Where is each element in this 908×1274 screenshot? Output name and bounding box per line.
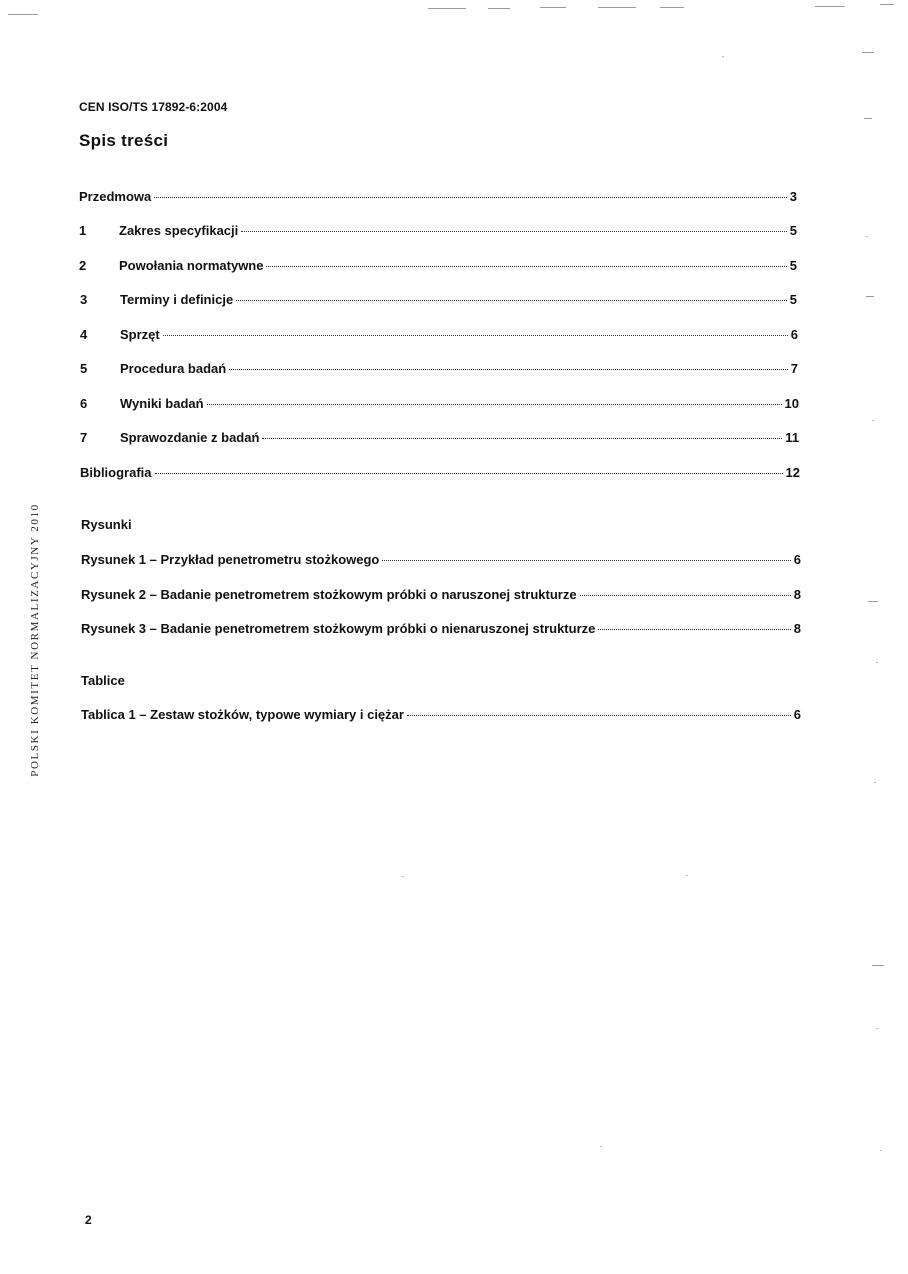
scan-artifact-line (815, 6, 845, 7)
toc-entry-number: 2 (79, 258, 87, 273)
toc-entry-page: 3 (789, 189, 797, 204)
toc-entry-label: Zakres specyfikacji (119, 223, 239, 238)
scan-artifact-line (8, 14, 38, 15)
toc-entry-3[interactable] (80, 292, 797, 310)
toc-entry-page: 5 (789, 258, 797, 273)
document-id: CEN ISO/TS 17892-6:2004 (79, 100, 228, 114)
toc-entry-label: Powołania normatywne (119, 258, 264, 273)
toc-entry-label: Sprzęt (120, 327, 160, 342)
dot-leader (236, 300, 787, 301)
scan-artifact-line (872, 965, 884, 966)
dot-leader (241, 231, 787, 232)
toc-entry-label: Wyniki badań (120, 396, 204, 411)
figures-heading: Rysunki (81, 517, 132, 532)
dot-leader (580, 595, 791, 596)
tables-heading: Tablice (81, 673, 125, 688)
dot-leader (407, 715, 791, 716)
scan-artifact-line (428, 8, 466, 9)
table-entry-1[interactable] (81, 707, 801, 725)
toc-entry-page: 6 (790, 327, 798, 342)
table-entry-page: 6 (793, 707, 801, 722)
toc-entry-page: 10 (784, 396, 799, 411)
scan-artifact-dot (722, 56, 724, 57)
scan-artifact-dot (876, 1028, 878, 1029)
page-title: Spis treści (79, 131, 169, 150)
scan-artifact-line (488, 8, 510, 9)
toc-entry-page: 5 (789, 223, 797, 238)
toc-entry-number: 1 (79, 223, 87, 238)
scan-artifact-dot (874, 782, 876, 783)
scan-artifact-dot (402, 876, 404, 877)
toc-entry-number: 6 (80, 396, 88, 411)
dot-leader (229, 369, 788, 370)
scan-artifact-line (540, 7, 566, 8)
figure-entry-label: Rysunek 3 – Badanie penetrometrem stożkowym próbki o nienaruszonej strukturze (81, 621, 596, 636)
toc-entry-7[interactable] (80, 430, 799, 448)
dot-leader (598, 629, 790, 630)
scan-artifact-line (862, 52, 874, 53)
dot-leader (207, 404, 782, 405)
dot-leader (155, 473, 783, 474)
toc-entry-label: Sprawozdanie z badań (120, 430, 260, 445)
figure-entry-page: 8 (793, 621, 801, 636)
scan-artifact-line (864, 118, 872, 119)
scan-artifact-dot (880, 1150, 882, 1151)
side-stamp: POLSKI KOMITET NORMALIZACYJNY 2010 (29, 503, 41, 777)
page-number: 2 (85, 1213, 92, 1227)
toc-entry-label: Przedmowa (79, 189, 152, 204)
toc-entry-number: 4 (80, 327, 88, 342)
figure-entry-label: Rysunek 2 – Badanie penetrometrem stożkowym próbki o naruszonej strukturze (81, 587, 577, 602)
dot-leader (163, 335, 788, 336)
toc-entry-1[interactable] (79, 223, 797, 241)
scan-artifact-line (660, 7, 684, 8)
toc-entry-page: 5 (789, 292, 797, 307)
dot-leader (262, 438, 782, 439)
figure-entry-3[interactable] (81, 621, 801, 639)
scan-artifact-line (866, 296, 874, 297)
dot-leader (382, 560, 790, 561)
toc-entry-2[interactable] (79, 258, 797, 276)
toc-entry-page: 12 (785, 465, 800, 480)
scan-artifact-dot (876, 662, 878, 663)
scan-artifact-line (598, 7, 636, 8)
scan-artifact-line (880, 4, 894, 5)
figure-entry-label: Rysunek 1 – Przykład penetrometru stożkowego (81, 552, 380, 567)
toc-entry-label: Procedura badań (120, 361, 227, 376)
toc-entry-label: Bibliografia (80, 465, 152, 480)
toc-entry-page: 11 (785, 430, 799, 445)
toc-entry-5[interactable] (80, 361, 798, 379)
scan-artifact-line (868, 601, 878, 602)
toc-entry-bibliografia[interactable] (80, 465, 800, 483)
scan-artifact-dot (686, 875, 688, 876)
toc-entry-label: Terminy i definicje (120, 292, 234, 307)
toc-entry-6[interactable] (80, 396, 799, 414)
scan-artifact-dot (600, 1146, 602, 1147)
table-entry-label: Tablica 1 – Zestaw stożków, typowe wymiary i ciężar (81, 707, 404, 722)
figure-entry-1[interactable] (81, 552, 801, 570)
toc-entry-przedmowa[interactable] (79, 189, 797, 207)
figure-entry-page: 8 (793, 587, 801, 602)
toc-entry-4[interactable] (80, 327, 798, 345)
toc-entry-number: 7 (80, 430, 88, 445)
scan-artifact-dot (872, 420, 874, 421)
scan-artifact-dot (866, 236, 868, 237)
toc-entry-number: 3 (80, 292, 88, 307)
figure-entry-page: 6 (793, 552, 801, 567)
figure-entry-2[interactable] (81, 587, 801, 605)
dot-leader (266, 266, 786, 267)
dot-leader (154, 197, 787, 198)
toc-entry-page: 7 (790, 361, 798, 376)
toc-entry-number: 5 (80, 361, 88, 376)
